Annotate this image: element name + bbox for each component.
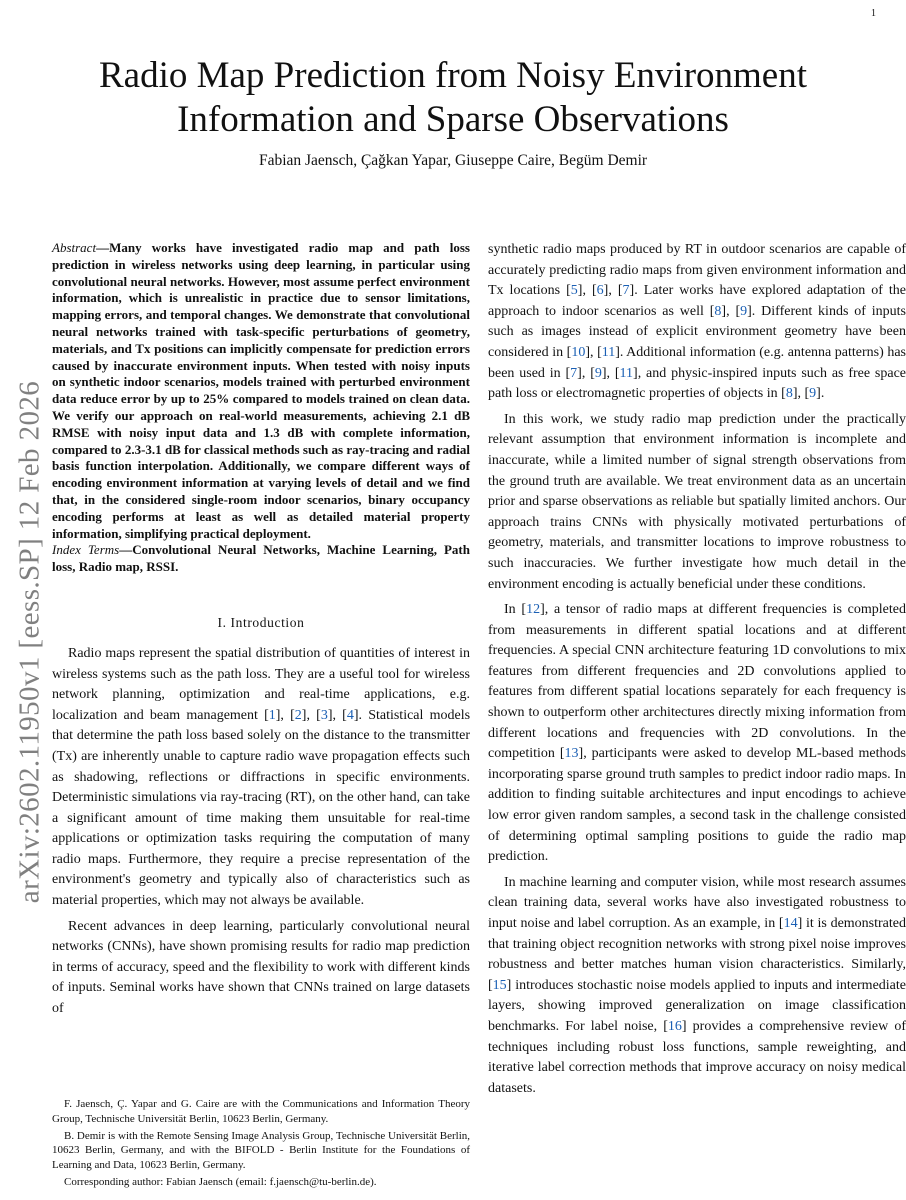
citation-link[interactable]: [ 4 ] [342, 708, 358, 723]
citation-link[interactable]: [ 16 ] [663, 1019, 686, 1034]
section-heading-introduction: I. Introduction [217, 614, 305, 630]
text-run: In machine learning and computer vision, while most research assumes clean training data, several works have also investigated robustness to input noise and label corruption. As an example, in [488, 874, 906, 931]
title-line-2: Information and Sparse Observations [177, 99, 729, 140]
intro-paragraph-4 [488, 600, 906, 868]
intro-paragraph-5 [488, 873, 906, 1100]
intro-paragraph-2-continued [488, 240, 906, 405]
text-run: , participants were asked to develop ML-based methods incorporating sparse ground truth samples to predict indoor radio maps. In addition to finding suitable architectures and input encodings to achieve low error given random samples, a second task in the challenge consisted of determining optimal sampling positions to guide the radio map prediction. [488, 746, 906, 865]
text-run: , [581, 365, 591, 381]
text-run: provides a comprehensive review of techniques including robust loss functions, sample reweighting, and iterative label correction methods that improve accuracy on noisy medical datasets. [488, 1018, 906, 1096]
text-run: , [608, 283, 618, 299]
text-run: , [306, 707, 317, 723]
text-run: In [504, 602, 522, 618]
right-column [488, 240, 906, 1099]
page-number: 1 [871, 8, 876, 19]
text-run: , [606, 365, 615, 381]
text-run: Radio maps represent the spatial distribution of quantities of interest in wireless systems such as the path loss. They are a useful tool for wireless network planning, optimization and real-time applications, e.g. localization and beam management [52, 645, 470, 723]
citation-link[interactable]: [ 2 ] [290, 708, 306, 723]
citation-link[interactable]: [ 11 ] [597, 345, 620, 360]
index-terms-label: Index Terms [52, 542, 120, 558]
text-run: . Statistical models that determine the path loss based solely on the distance to the transmitter (Tx) are inherently unable to capture radio wave propagation effects such as shadowing, reflections or diffractions in specific environments. Deterministic simulations via ray-tracing (RT), on the other hand, can take a significant amount of time making them unsuitable for real-time applications or optimization tasks requiring the computation of many radio maps. Furthermore, they require a precise representation of the environment's geometry and typically also of characteristics such as material properties, which may not always be available. [52, 707, 471, 909]
index-terms-text: —Convolutional Neural Networks, Machine Learning, Path loss, Radio map, RSSI. [52, 542, 470, 575]
title-line-1: Radio Map Prediction from Noisy Environment [98, 55, 808, 96]
footnotes [52, 1097, 470, 1192]
citation-link[interactable]: [ 15 ] [488, 978, 511, 993]
intro-paragraph-3: In this work, we study radio map prediction under the practically relevant assumption that environment information is incomplete and inaccurate, while a limited number of signal strength observations from the ground truth are available. We treat environment data as an uncertain prior and sparse observations as reliable but spatially limited anchors. Our approach trains CNNs with physically motivated perturbations of geometry, materials, and transmitter locations to improve robustness to such inaccuracies. We further investigate how much detail in the environment encoding is actually beneficial under these conditions. [488, 411, 906, 592]
left-column [52, 240, 470, 1020]
citation-link[interactable]: [ 13 ] [560, 746, 583, 761]
text-run: , [726, 303, 736, 319]
text-run: , a tensor of radio maps at different frequencies is completed from measurements in different spatial locations and at different frequencies. A special CNN architecture featuring 1D convolutions to mix features from different frequencies and 2D convolutions applied to features from different spatial locations separately for each frequency is shown to outperform other architectures directly mixing information from different locations and frequencies with 2D convolutions. In the competition [488, 602, 906, 762]
citation-link[interactable]: [ 14 ] [779, 916, 802, 931]
abstract-label: Abstract [52, 240, 97, 255]
intro-paragraph-1 [52, 644, 470, 912]
text-run: , [590, 344, 598, 360]
text-run: . [820, 386, 825, 402]
citation-link[interactable]: [ 7 ] [566, 366, 582, 381]
footnote-affiliation-1: F. Jaensch, Ç. Yapar and G. Caire are with the Communications and Information Theory Group, Technische Universität Berlin, 10623 Berlin, Germany. [52, 1098, 470, 1125]
text-run: it is demonstrated that training object recognition networks with strong pixel noise improves robustness and better matches human vision characteristics. Similarly, [488, 916, 906, 973]
citation-link[interactable]: [ 10 ] [567, 345, 590, 360]
citation-link[interactable]: [ 9 ] [804, 386, 820, 401]
text-run: , and physic-inspired inputs such as free space path loss or electromagnetic properties of objects in [488, 365, 906, 402]
abstract [52, 240, 470, 542]
author-list: Fabian Jaensch, Çağkan Yapar, Giuseppe Caire, Begüm Demir [258, 152, 648, 169]
citation-link[interactable]: [ 1 ] [264, 708, 280, 723]
paper-title [0, 54, 906, 142]
citation-link[interactable]: [ 9 ] [735, 304, 751, 319]
arxiv-identifier-text: arXiv:2602.11950v1 [eess.SP] 12 Feb 2026 [13, 380, 46, 904]
text-run: , [280, 707, 291, 723]
text-run: , [332, 707, 343, 723]
citation-link[interactable]: [ 6 ] [592, 283, 608, 298]
citation-link[interactable]: [ 8 ] [710, 304, 726, 319]
citation-link[interactable]: [ 3 ] [316, 708, 332, 723]
citation-link[interactable]: [ 9 ] [590, 366, 606, 381]
abstract-text: —Many works have investigated radio map and path loss prediction in wireless networks using deep learning, in particular using convolutional neural networks. However, most assume perfect environment information, which is unrealistic in practice due to sensor limitations, mapping errors, and temporal changes. We demonstrate that convolutional neural networks trained with task-specific perturbations of geometry, materials, and Tx positions can implicitly compensate for prediction errors caused by inaccurate environment inputs. When tested with noisy inputs on synthetic indoor scenarios, models trained with perturbed environment data reduce error by up to 25% compared to models trained on clean data. We verify our approach on real-world measurements, achieving 2.1 dB RMSE with noisy input data and 1.3 dB with complete information, compared to 2.3-3.1 dB for classical methods such as ray-tracing and radial basis function interpolation. Additionally, we compare different ways of encoding environment information at varying levels of detail and we find that, in the considered single-room indoor scenarios, binary occupancy encoding performs at least as well as detailed material property information, simplifying practical deployment. [52, 240, 470, 541]
citation-link[interactable]: [ 7 ] [618, 283, 634, 298]
footnote-affiliation-2: B. Demir is with the Remote Sensing Image Analysis Group, Technische Universität Berlin, 10623 Berlin, Germany, and with the BIFOLD - Berlin Institute for the Foundations of Learning and Data, 10623 Berlin, Germany. [52, 1129, 470, 1172]
footnote-corresponding-author: Corresponding author: Fabian Jaensch (email: f.jaensch@tu-berlin.de). [64, 1175, 377, 1188]
citation-link[interactable]: [ 12 ] [521, 602, 544, 617]
text-run: . Later works have explored adaptation of the approach to indoor scenarios as well [488, 283, 906, 319]
citation-link[interactable]: [ 5 ] [566, 283, 582, 298]
text-run: synthetic radio maps produced by RT in outdoor scenarios are capable of accurately predicting radio maps from given environment information and Tx locations [488, 242, 906, 299]
text-run: . Additional information (e.g. antenna patterns) has been used in [488, 344, 906, 381]
text-run: , [582, 283, 592, 299]
index-terms [52, 542, 470, 576]
text-run: introduces stochastic noise models applied to inputs and intermediate layers, showing improved generalization on image classification benchmarks. For label noise, [488, 977, 906, 1034]
citation-link[interactable]: [ 8 ] [781, 386, 797, 401]
intro-paragraph-2: Recent advances in deep learning, particularly convolutional neural networks (CNNs), have shown promising results for radio map prediction in terms of accuracy, speed and the flexibility to work with different kinds of inputs. Seminal works have shown that CNNs trained on large datasets of [52, 918, 470, 1017]
text-run: , [797, 386, 805, 402]
citation-link[interactable]: [ 11 ] [615, 366, 638, 381]
text-run: . Different kinds of inputs such as images instead of explicit environment geometry have been considered in [488, 303, 906, 360]
